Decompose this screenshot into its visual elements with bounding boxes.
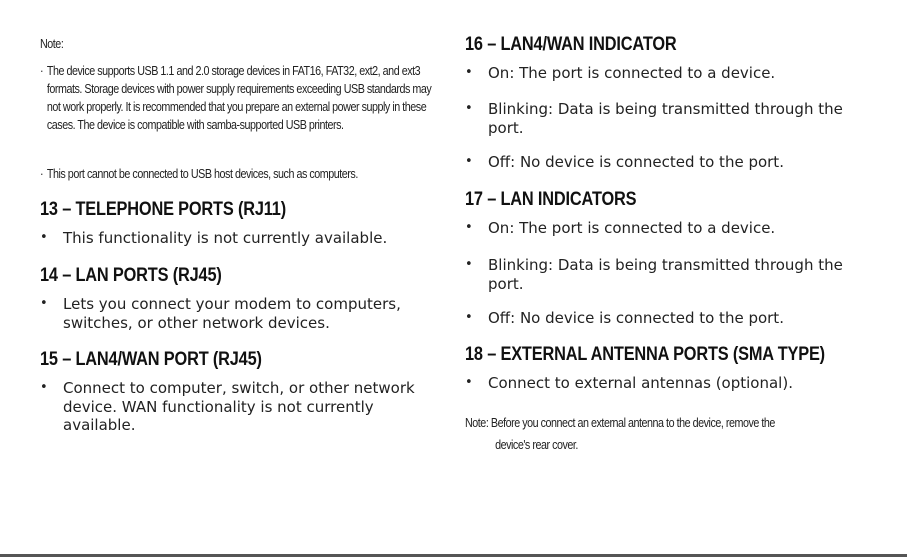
list-item xyxy=(465,219,865,238)
bullet-dot: • xyxy=(40,380,48,395)
list-item xyxy=(40,229,430,248)
bullet-dot: • xyxy=(465,65,473,80)
note-text: The device supports USB 1.1 and 2.0 storage devices in FAT16, FAT32, ext2, and ext3 formats. Storage devices with power supply requirements exceeding USB standards may not work properly. It is recommended that you prepare an external power supply in these cases. The device is compatible with samba-supported USB printers. xyxy=(46,64,432,132)
list-item xyxy=(465,309,865,328)
section-heading-lan-indicators: 17 – LAN INDICATORS xyxy=(465,189,637,210)
bullet-dot: • xyxy=(40,296,48,311)
bullet-dot: • xyxy=(40,230,48,245)
list-item-text: Blinking: Data is being transmitted through the port. xyxy=(488,100,843,137)
bullet-dot: · xyxy=(40,64,44,78)
section-heading-lan-ports: 14 – LAN PORTS (RJ45) xyxy=(40,265,222,286)
bullet-dot: • xyxy=(465,101,473,116)
list-item-text: Off: No device is connected to the port. xyxy=(488,309,784,327)
list-item xyxy=(465,256,865,293)
list-item-text: On: The port is connected to a device. xyxy=(488,64,776,82)
list-item xyxy=(40,379,430,435)
list-item xyxy=(465,153,865,172)
list-item-text: Lets you connect your modem to computers, switches, or other network devices. xyxy=(63,295,401,332)
note-item xyxy=(40,165,442,183)
note-label: Note: xyxy=(465,416,489,430)
bullet-dot: • xyxy=(465,257,473,272)
list-item xyxy=(465,374,865,393)
note-item xyxy=(40,62,442,134)
bullet-dot: • xyxy=(465,154,473,169)
bullet-dot: • xyxy=(465,375,473,390)
list-item-text: This functionality is not currently available. xyxy=(63,229,388,247)
list-item xyxy=(40,295,430,332)
section-heading-lan4-wan-indicator: 16 – LAN4/WAN INDICATOR xyxy=(465,34,677,55)
note-text: device's rear cover. xyxy=(495,438,578,452)
section-heading-telephone-ports: 13 – TELEPHONE PORTS (RJ11) xyxy=(40,199,286,220)
list-item-text: Blinking: Data is being transmitted through the port. xyxy=(488,256,843,293)
note-text: Before you connect an external antenna to the device, remove the xyxy=(490,416,775,430)
list-item-text: Connect to computer, switch, or other network device. WAN functionality is not currently available. xyxy=(63,379,415,434)
list-item xyxy=(465,100,865,137)
section-heading-external-antenna-ports: 18 – EXTERNAL ANTENNA PORTS (SMA TYPE) xyxy=(465,344,825,365)
list-item xyxy=(465,64,865,83)
section-heading-lan4-wan-port: 15 – LAN4/WAN PORT (RJ45) xyxy=(40,349,262,370)
bottom-rule xyxy=(0,554,907,557)
note-text: This port cannot be connected to USB host devices, such as computers. xyxy=(46,167,358,181)
bullet-dot: • xyxy=(465,310,473,325)
list-item-text: On: The port is connected to a device. xyxy=(488,219,776,237)
list-item-text: Off: No device is connected to the port. xyxy=(488,153,784,171)
antenna-note xyxy=(465,412,843,456)
bullet-dot: · xyxy=(40,167,44,181)
note-label: Note: xyxy=(40,37,64,51)
list-item-text: Connect to external antennas (optional). xyxy=(488,374,793,392)
bullet-dot: • xyxy=(465,220,473,235)
